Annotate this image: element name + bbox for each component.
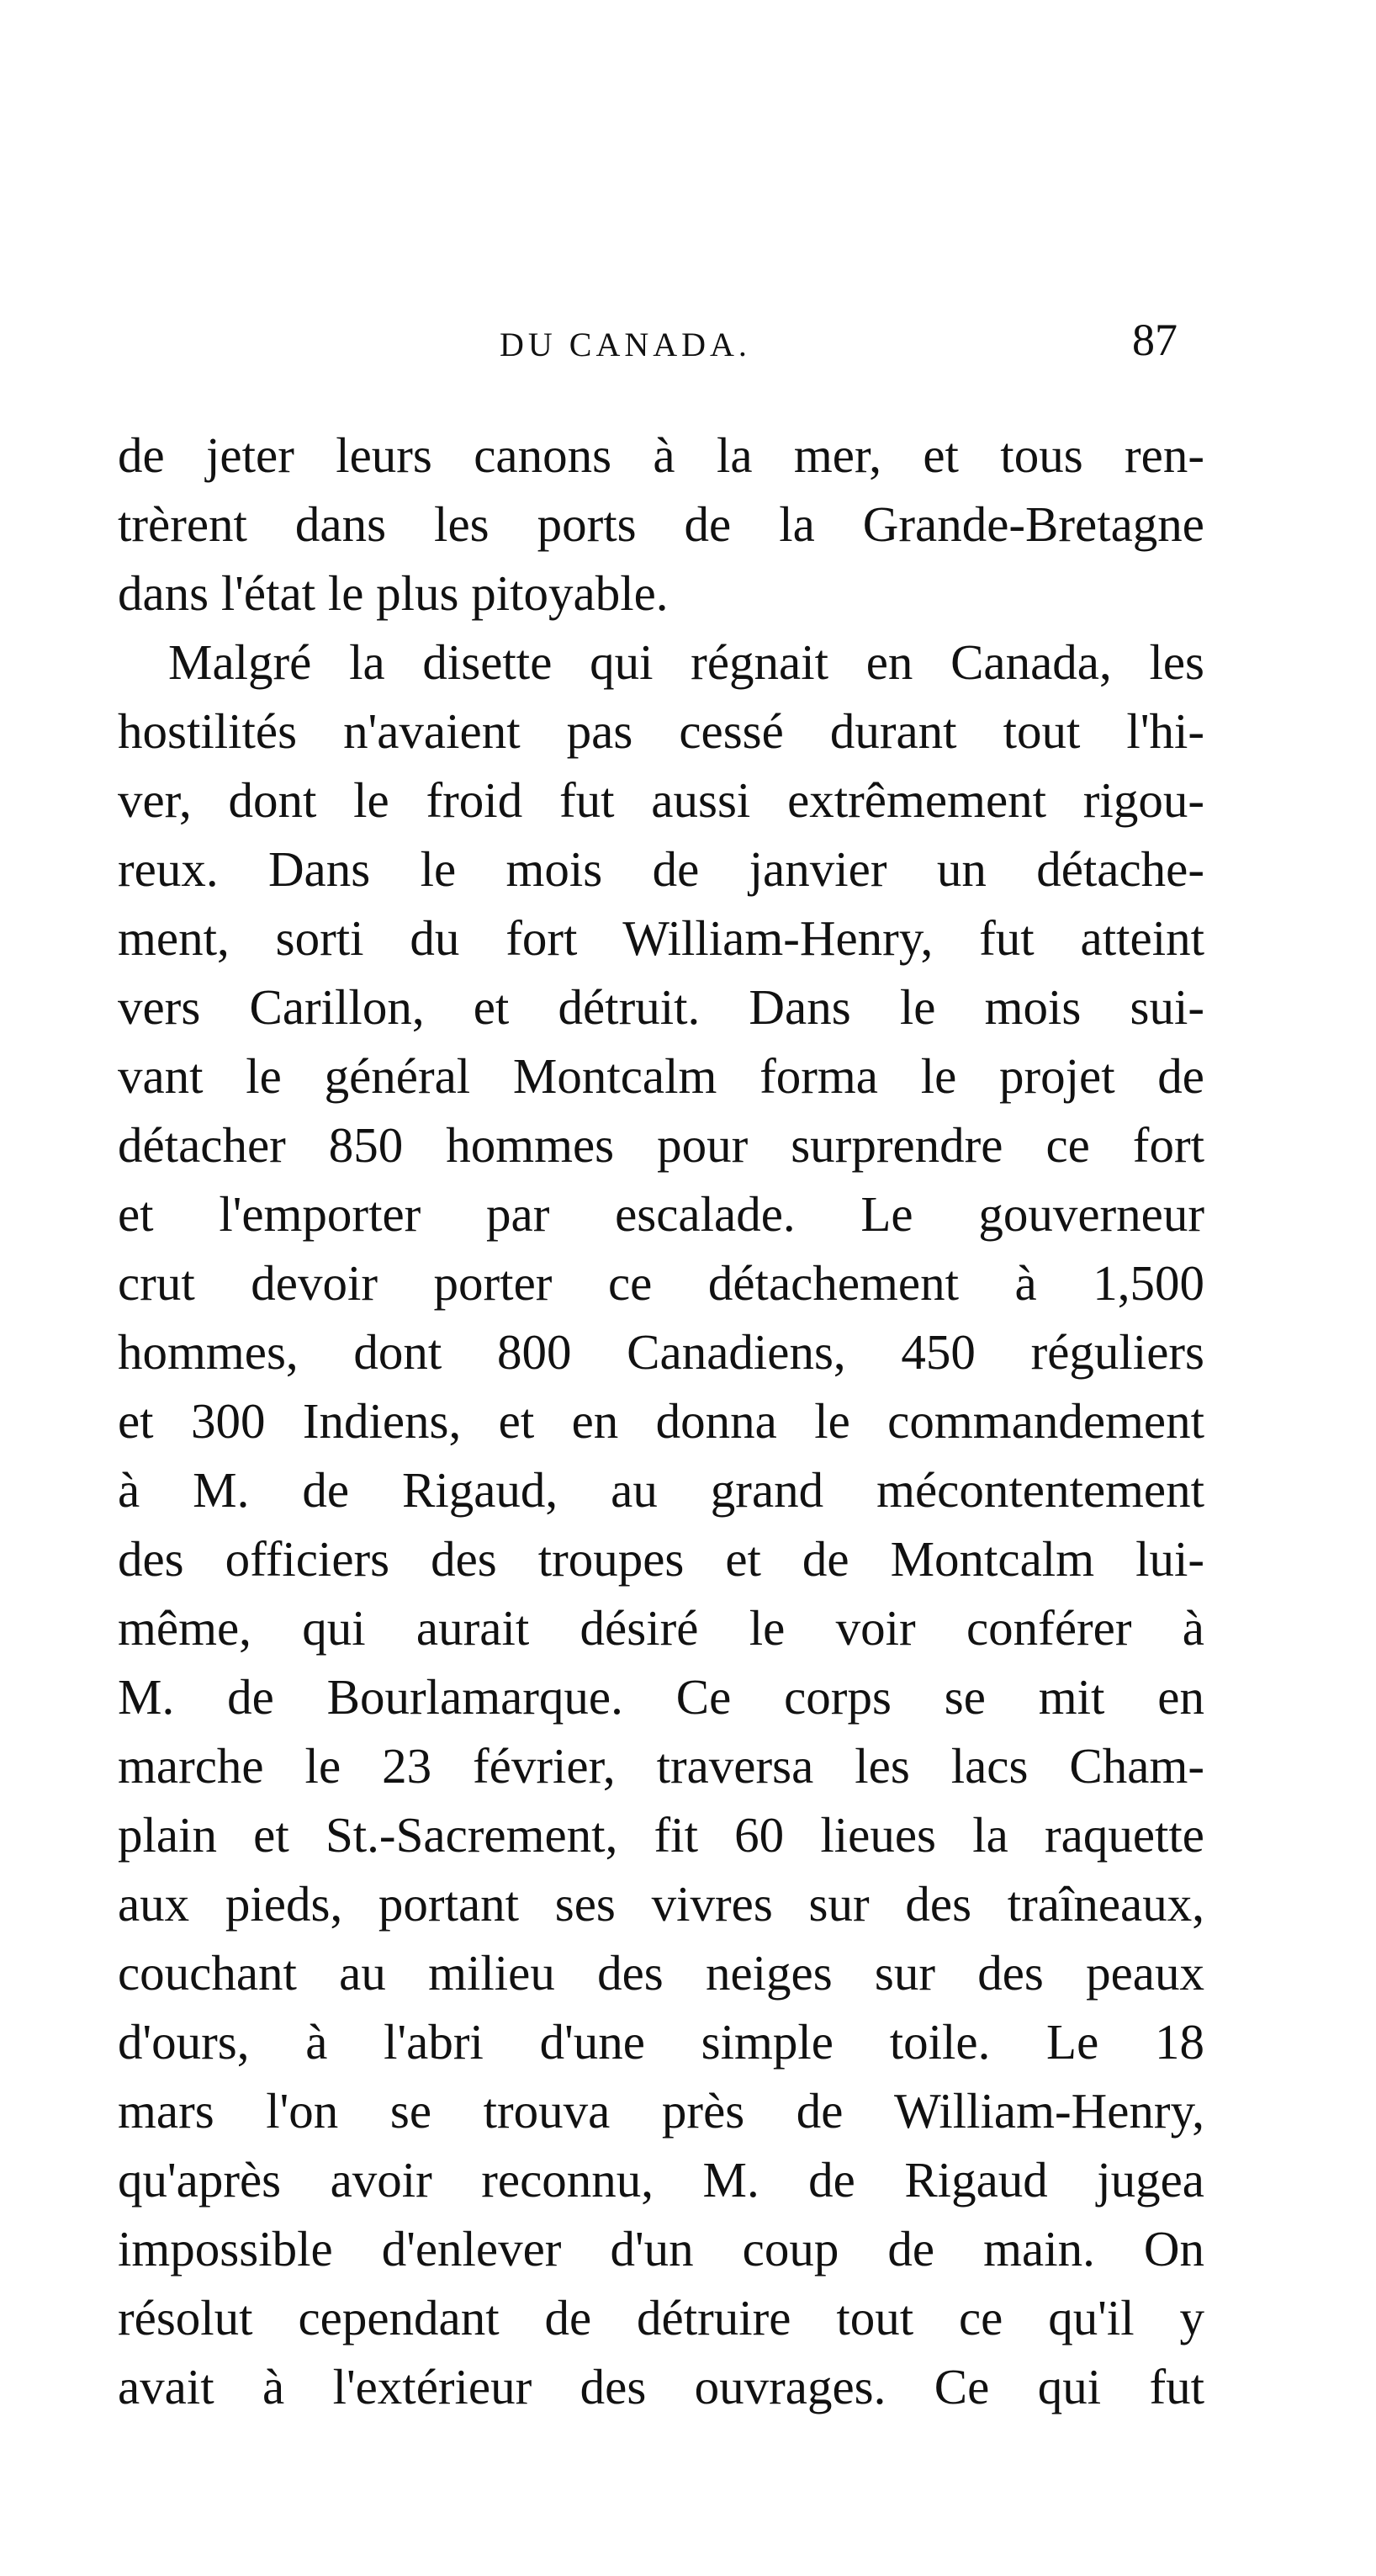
text-line: même, qui aurait désiré le voir conférer à	[118, 1600, 1204, 1656]
text-line: reux. Dans le mois de janvier un détache-	[118, 841, 1204, 897]
text-line: mars l'on se trouva près de William-Henry,	[118, 2083, 1204, 2139]
text-line: ment, sorti du fort William-Henry, fut atteint	[118, 910, 1204, 966]
text-line: vers Carillon, et détruit. Dans le mois sui-	[118, 979, 1204, 1035]
text-line: hostilités n'avaient pas cessé durant tout l'hi-	[118, 703, 1204, 759]
text-line: impossible d'enlever d'un coup de main. On	[118, 2221, 1204, 2277]
text-line: détacher 850 hommes pour surprendre ce fort	[118, 1117, 1204, 1173]
text-line: couchant au milieu des neiges sur des peaux	[118, 1945, 1204, 2001]
text-line: hommes, dont 800 Canadiens, 450 réguliers	[118, 1324, 1204, 1380]
running-title: DU CANADA.	[500, 326, 751, 363]
page-number: 87	[1132, 315, 1178, 365]
text-line: marche le 23 février, traversa les lacs Cham-	[118, 1738, 1204, 1794]
text-line: résolut cependant de détruire tout ce qu'il y	[118, 2290, 1204, 2345]
text-line: trèrent dans les ports de la Grande-Bretagne	[118, 496, 1204, 552]
text-line: plain et St.-Sacrement, fit 60 lieues la raquette	[118, 1807, 1204, 1863]
text-line: vant le général Montcalm forma le projet de	[118, 1048, 1204, 1104]
text-line: aux pieds, portant ses vivres sur des traîneaux,	[118, 1876, 1204, 1932]
text-line: des officiers des troupes et de Montcalm lui-	[118, 1531, 1204, 1587]
text-line: d'ours, à l'abri d'une simple toile. Le 18	[118, 2014, 1204, 2070]
body-text	[118, 421, 1204, 2421]
text-line: crut devoir porter ce détachement à 1,500	[118, 1255, 1204, 1311]
text-line: ver, dont le froid fut aussi extrêmement rigou-	[118, 772, 1204, 828]
text-line: et l'emporter par escalade. Le gouverneur	[118, 1186, 1204, 1242]
text-line: qu'après avoir reconnu, M. de Rigaud jugea	[118, 2152, 1204, 2208]
text-line: avait à l'extérieur des ouvrages. Ce qui fut	[118, 2359, 1204, 2414]
text-line: de jeter leurs canons à la mer, et tous ren-	[118, 427, 1204, 483]
text-line: et 300 Indiens, et en donna le commandement	[118, 1393, 1204, 1449]
text-line: M. de Bourlamarque. Ce corps se mit en	[118, 1669, 1204, 1725]
text-line: à M. de Rigaud, au grand mécontentement	[118, 1462, 1204, 1518]
paragraph-first-line: Malgré la disette qui régnait en Canada, les	[168, 634, 1204, 690]
text-line: dans l'état le plus pitoyable.	[118, 565, 669, 621]
